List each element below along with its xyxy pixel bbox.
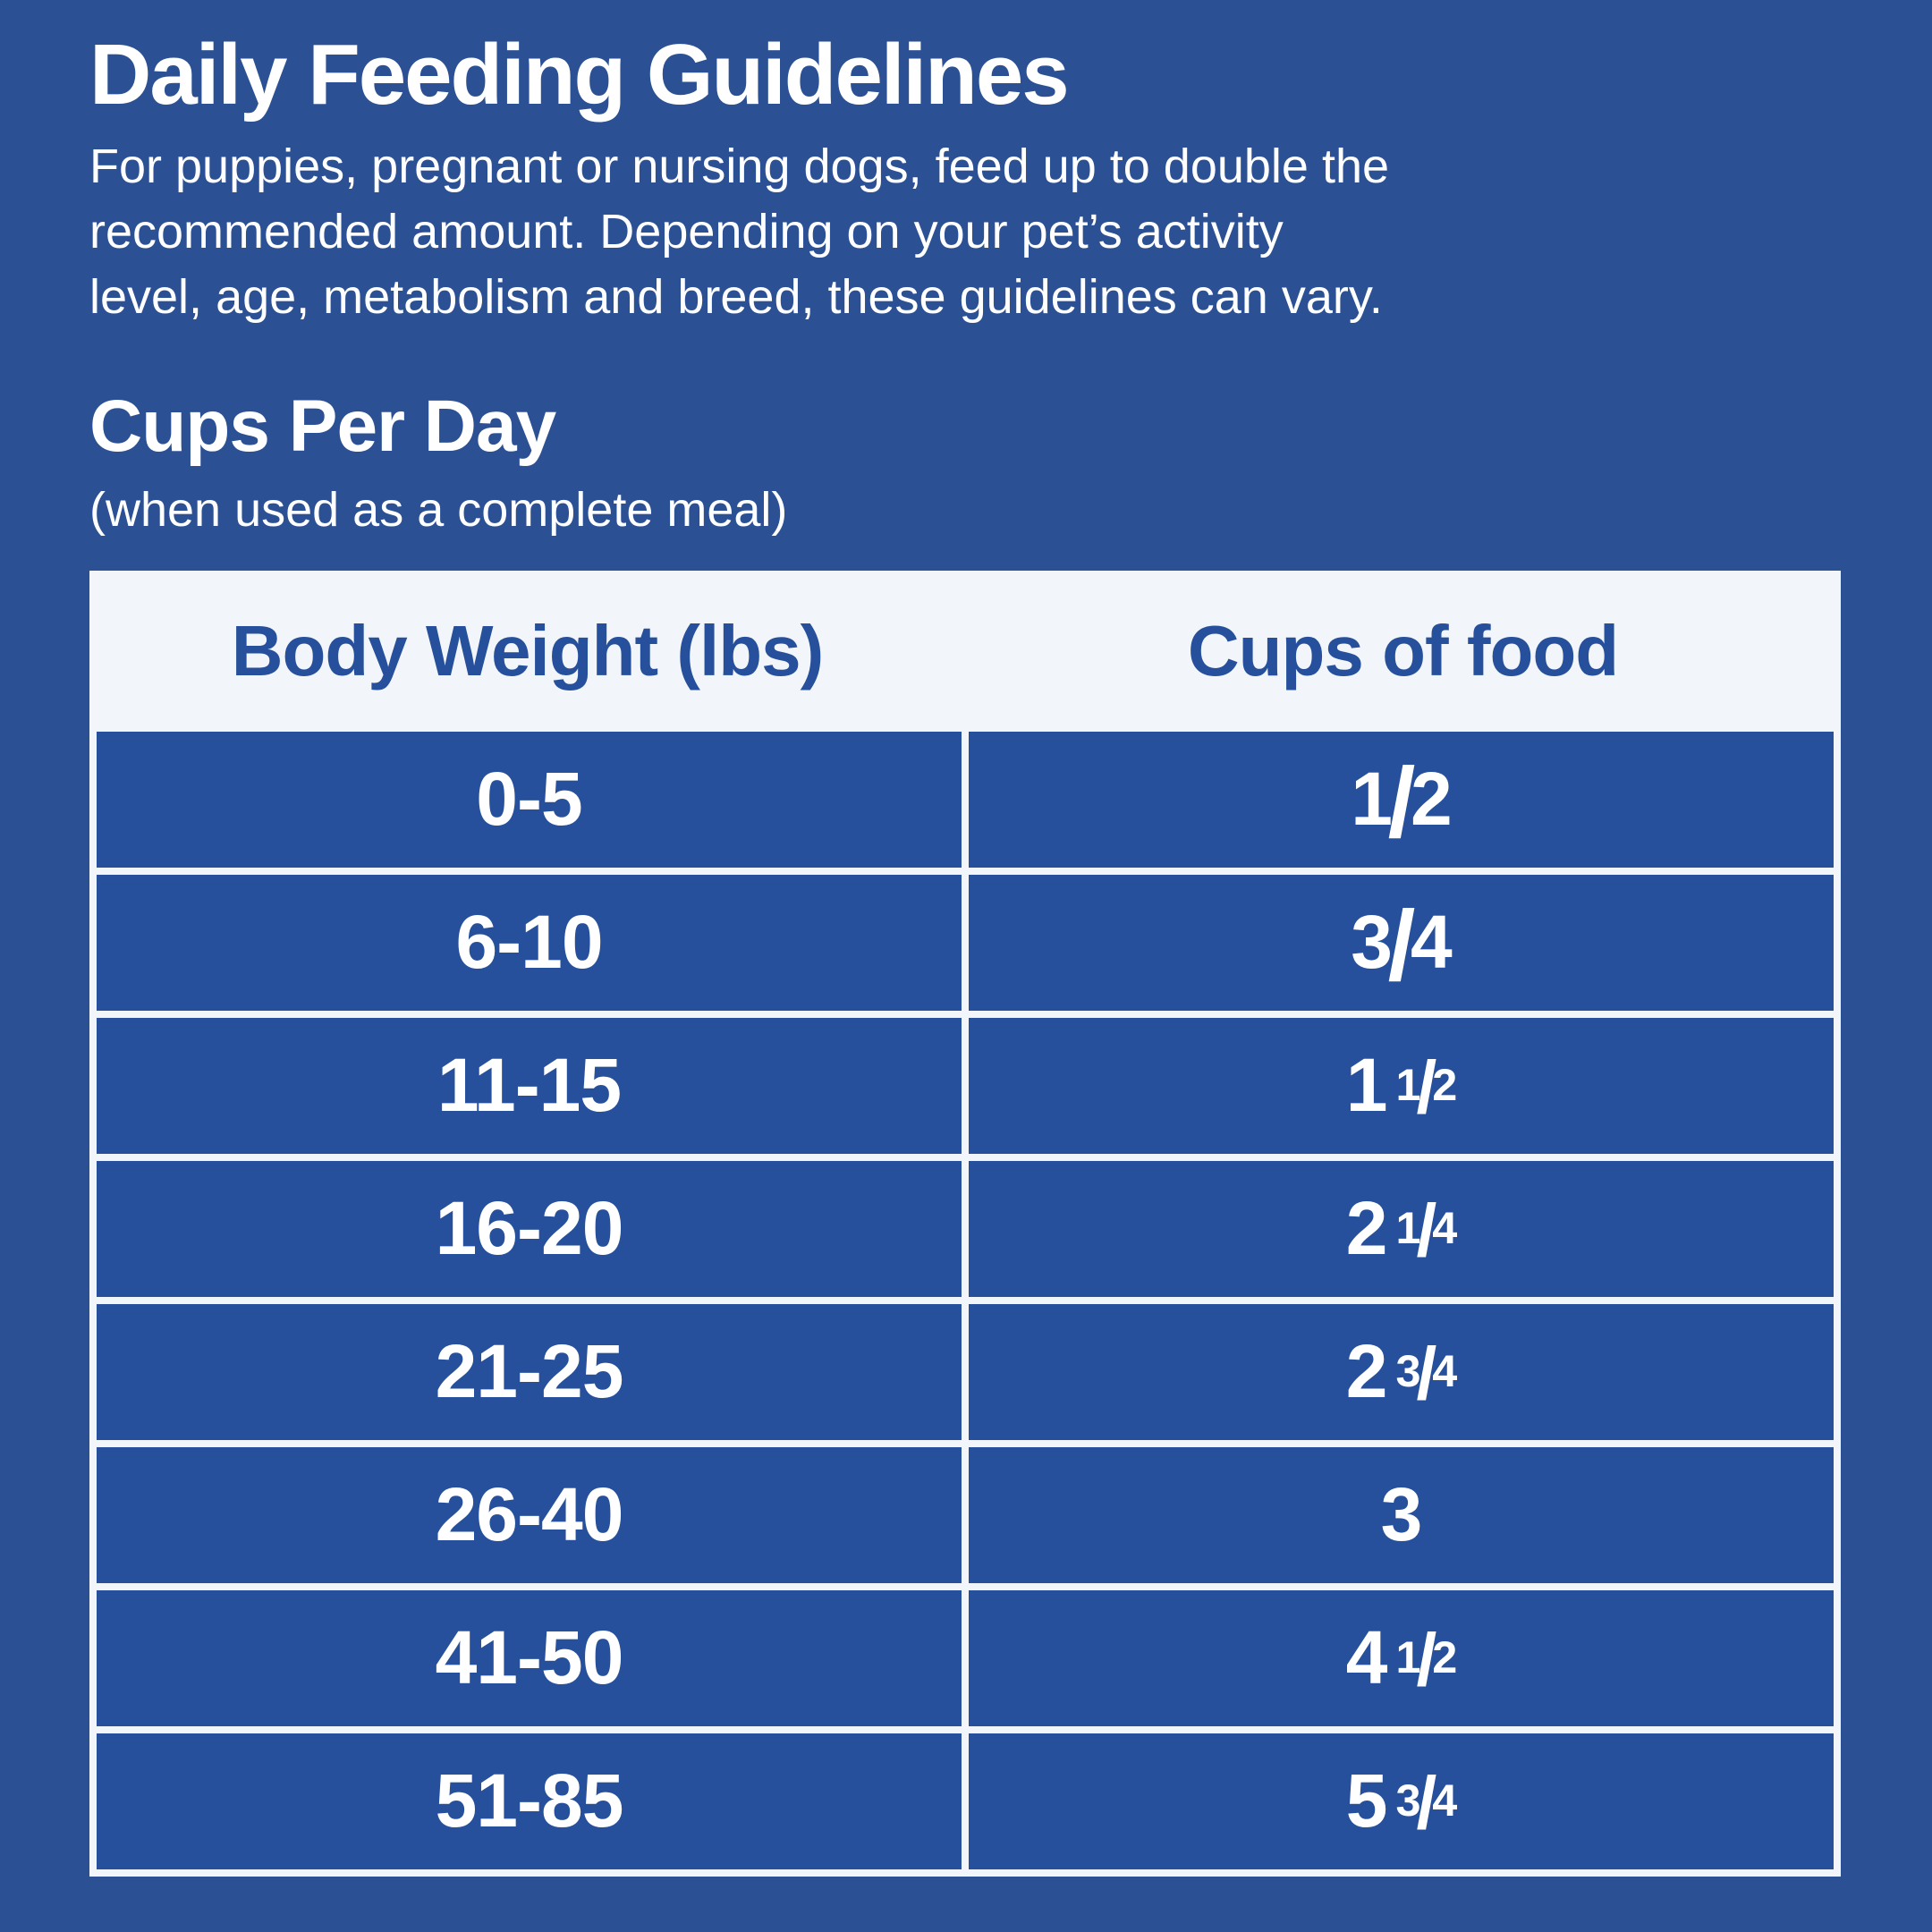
cups-cell: [969, 1018, 1834, 1154]
body-weight-cell: [97, 1447, 962, 1583]
body-weight-value: 21-25: [435, 1329, 623, 1414]
cups-cell: [969, 1447, 1834, 1583]
body-weight-value: 26-40: [435, 1472, 623, 1557]
body-weight-cell: [97, 732, 962, 868]
body-weight-cell: [97, 1733, 962, 1869]
body-weight-cell: [97, 875, 962, 1011]
body-weight-cell: [97, 1161, 962, 1297]
cups-per-day-heading: Cups Per Day: [89, 385, 556, 467]
cups-value: 1 1/2: [1345, 1043, 1457, 1129]
cups-cell: [969, 1590, 1834, 1726]
body-weight-value: 0-5: [476, 757, 582, 842]
body-weight-cell: [97, 1018, 962, 1154]
cups-cell: [969, 1161, 1834, 1297]
intro-paragraph: [89, 134, 1843, 330]
body-weight-cell: [97, 1304, 962, 1440]
body-weight-value: 41-50: [435, 1615, 623, 1700]
cups-value: 2 1/4: [1345, 1186, 1457, 1272]
table-body: [97, 732, 1834, 1869]
cups-cell: [969, 1733, 1834, 1869]
cups-value: 3: [1380, 1472, 1422, 1557]
body-weight-cell: [97, 1590, 962, 1726]
cups-value: 2 3/4: [1345, 1329, 1457, 1415]
body-weight-value: 51-85: [435, 1758, 623, 1843]
column-header-cups-of-food: Cups of food: [1187, 610, 1619, 691]
body-weight-value: 16-20: [435, 1186, 623, 1271]
body-weight-value: 11-15: [436, 1043, 622, 1128]
cups-value: 4 1/2: [1345, 1615, 1457, 1701]
feeding-table: [89, 571, 1841, 1877]
cups-value: 5 3/4: [1345, 1758, 1457, 1844]
cups-subheading: (when used as a complete meal): [89, 482, 788, 537]
column-header-body-weight: Body Weight (lbs): [231, 610, 824, 691]
intro-line-3: level, age, metabolism and breed, these guidelines can vary.: [89, 269, 1383, 324]
cups-cell: [969, 875, 1834, 1011]
table-header-row: [89, 571, 1841, 732]
cups-value: 3/4: [1351, 890, 1452, 1001]
cups-value: 1/2: [1351, 747, 1452, 858]
page-title: Daily Feeding Guidelines: [89, 27, 1068, 123]
intro-line-2: recommended amount. Depending on your pet’s activity: [89, 204, 1284, 258]
cups-cell: [969, 732, 1834, 868]
intro-line-1: For puppies, pregnant or nursing dogs, feed up to double the: [89, 139, 1390, 193]
cups-cell: [969, 1304, 1834, 1440]
body-weight-value: 6-10: [455, 900, 603, 985]
